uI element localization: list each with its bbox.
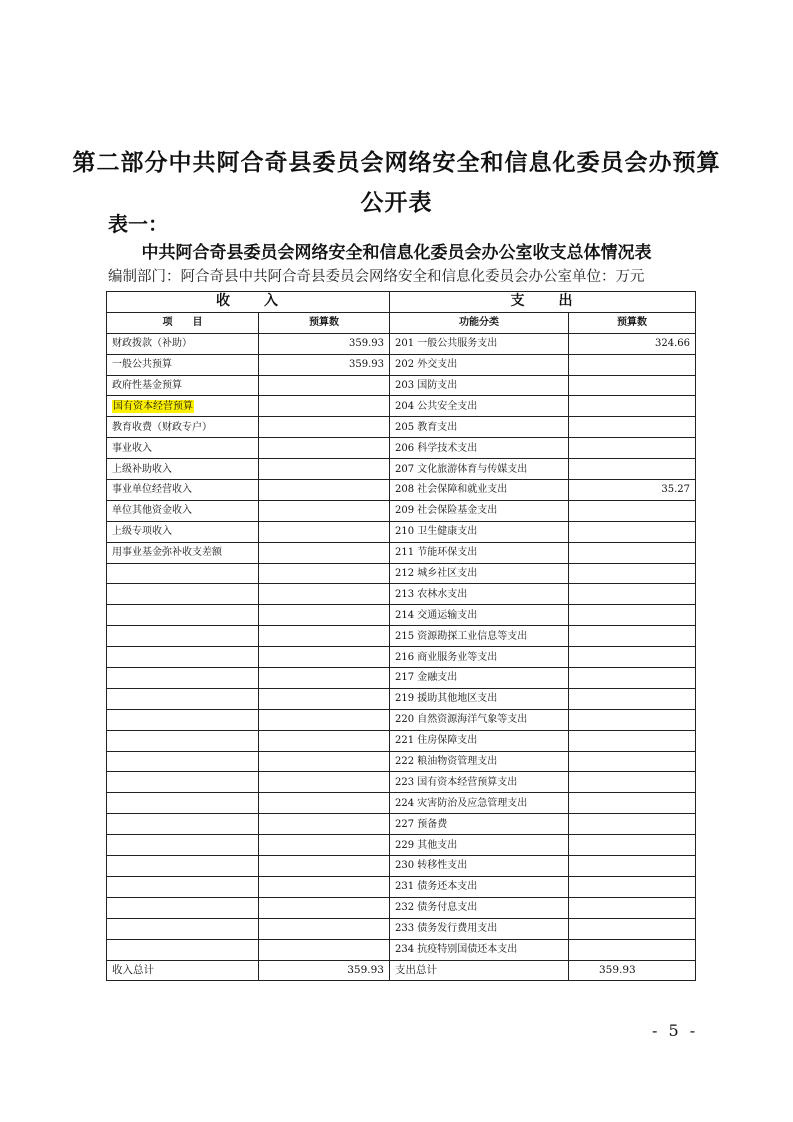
table-row	[107, 584, 696, 605]
expense-value-cell	[569, 918, 696, 939]
income-item-cell	[107, 814, 259, 835]
income-value-cell	[259, 459, 390, 480]
income-value-cell	[259, 647, 390, 668]
expense-item-cell: 201 一般公共服务支出	[390, 333, 569, 354]
income-value-cell	[259, 772, 390, 793]
income-value-cell	[259, 438, 390, 459]
income-item-cell	[107, 835, 259, 856]
income-item-cell	[107, 730, 259, 751]
income-value-cell	[259, 918, 390, 939]
expense-value-cell	[569, 856, 696, 877]
table-row	[107, 375, 696, 396]
income-value-cell	[259, 668, 390, 689]
expense-value-cell	[569, 835, 696, 856]
income-value-cell	[259, 688, 390, 709]
income-item-cell	[107, 876, 259, 897]
table-row	[107, 396, 696, 417]
income-item-cell: 教育收费（财政专户）	[107, 417, 259, 438]
expense-total-label: 支出总计	[390, 960, 569, 981]
expense-item-cell: 202 外交支出	[390, 354, 569, 375]
income-value-cell	[259, 897, 390, 918]
expense-value-cell	[569, 500, 696, 521]
income-item-cell: 财政拨款（补助）	[107, 333, 259, 354]
header-row-main	[107, 292, 696, 313]
table-row	[107, 647, 696, 668]
expense-value-cell	[569, 521, 696, 542]
income-item-cell: 事业单位经营收入	[107, 480, 259, 501]
expense-item-cell: 212 城乡社区支出	[390, 563, 569, 584]
income-value-cell	[259, 605, 390, 626]
table-row	[107, 459, 696, 480]
item-header: 项 目	[107, 312, 259, 333]
table-row	[107, 751, 696, 772]
func-class-header: 功能分类	[390, 312, 569, 333]
budget-num-header: 预算数	[259, 312, 390, 333]
income-item-cell	[107, 709, 259, 730]
expense-value-cell	[569, 939, 696, 960]
expense-item-cell: 213 农林水支出	[390, 584, 569, 605]
table-row	[107, 688, 696, 709]
table-title: 中共阿合奇县委员会网络安全和信息化委员会办公室收支总体情况表	[141, 243, 652, 263]
expense-value-cell	[569, 605, 696, 626]
income-item-cell	[107, 793, 259, 814]
income-item-cell	[107, 584, 259, 605]
expense-value-cell	[569, 668, 696, 689]
expense-value-cell	[569, 459, 696, 480]
table-row	[107, 814, 696, 835]
department-line: 编制部门：阿合奇县中共阿合奇县委员会网络安全和信息化委员会办公室单位：万元	[108, 269, 645, 285]
expense-item-cell: 215 资源勘探工业信息等支出	[390, 626, 569, 647]
table-row	[107, 876, 696, 897]
expense-value-cell	[569, 438, 696, 459]
expense-value-cell	[569, 709, 696, 730]
expense-item-cell: 208 社会保障和就业支出	[390, 480, 569, 501]
income-item-cell: 事业收入	[107, 438, 259, 459]
table-row	[107, 730, 696, 751]
expense-value-cell	[569, 417, 696, 438]
expense-value-cell	[569, 751, 696, 772]
table-row	[107, 856, 696, 877]
income-item-cell	[107, 939, 259, 960]
expense-item-cell: 206 科学技术支出	[390, 438, 569, 459]
expense-value-cell: 324.66	[569, 333, 696, 354]
expense-item-cell: 231 债务还本支出	[390, 876, 569, 897]
income-value-cell	[259, 793, 390, 814]
table-row	[107, 480, 696, 501]
expense-item-cell: 219 援助其他地区支出	[390, 688, 569, 709]
expense-value-cell	[569, 814, 696, 835]
highlighted-text: 国有资本经营预算	[113, 400, 193, 412]
income-value-cell: 359.93	[259, 333, 390, 354]
budget-table-body	[107, 292, 696, 981]
expense-total-value: 359.93	[569, 960, 696, 981]
budget-num2-header: 预算数	[569, 312, 696, 333]
income-item-cell: 用事业基金弥补收支差额	[107, 542, 259, 563]
income-value-cell	[259, 563, 390, 584]
income-value-cell	[259, 939, 390, 960]
income-item-cell	[107, 563, 259, 584]
income-item-cell	[107, 918, 259, 939]
expense-value-cell	[569, 647, 696, 668]
expense-item-cell: 217 金融支出	[390, 668, 569, 689]
expense-value-cell	[569, 897, 696, 918]
expense-value-cell	[569, 563, 696, 584]
table-row	[107, 500, 696, 521]
expense-item-cell: 233 债务发行费用支出	[390, 918, 569, 939]
expense-value-cell	[569, 584, 696, 605]
income-value-cell	[259, 730, 390, 751]
header-row-sub	[107, 312, 696, 333]
table-row	[107, 939, 696, 960]
income-item-cell	[107, 605, 259, 626]
income-item-cell: 政府性基金预算	[107, 375, 259, 396]
expense-item-cell: 222 粮油物资管理支出	[390, 751, 569, 772]
income-value-cell	[259, 396, 390, 417]
expense-item-cell: 221 住房保障支出	[390, 730, 569, 751]
income-item-cell	[107, 668, 259, 689]
table-row	[107, 835, 696, 856]
expense-value-cell	[569, 772, 696, 793]
income-header: 收 入	[107, 292, 390, 313]
income-value-cell	[259, 876, 390, 897]
expense-item-cell: 223 国有资本经营预算支出	[390, 772, 569, 793]
expense-item-cell: 211 节能环保支出	[390, 542, 569, 563]
expense-value-cell	[569, 542, 696, 563]
income-item-cell: 上级专项收入	[107, 521, 259, 542]
budget-table	[106, 291, 696, 981]
expense-item-cell: 203 国防支出	[390, 375, 569, 396]
income-item-cell	[107, 396, 259, 417]
page-title-line2: 公开表	[360, 190, 433, 216]
income-item-cell: 单位其他资金收入	[107, 500, 259, 521]
income-item-cell: 上级补助收入	[107, 459, 259, 480]
expense-item-cell: 205 教育支出	[390, 417, 569, 438]
expense-item-cell: 230 转移性支出	[390, 856, 569, 877]
income-value-cell	[259, 709, 390, 730]
table-row	[107, 793, 696, 814]
table-row	[107, 626, 696, 647]
income-value-cell	[259, 584, 390, 605]
expense-value-cell	[569, 876, 696, 897]
income-value-cell	[259, 521, 390, 542]
expense-item-cell: 234 抗疫特别国债还本支出	[390, 939, 569, 960]
table-row	[107, 918, 696, 939]
expense-value-cell	[569, 626, 696, 647]
table-row	[107, 709, 696, 730]
expense-value-cell	[569, 730, 696, 751]
expense-item-cell: 216 商业服务业等支出	[390, 647, 569, 668]
expense-item-cell: 220 自然资源海洋气象等支出	[390, 709, 569, 730]
table-row	[107, 668, 696, 689]
income-item-cell	[107, 856, 259, 877]
income-value-cell	[259, 751, 390, 772]
expense-item-cell: 232 债务付息支出	[390, 897, 569, 918]
expense-value-cell	[569, 375, 696, 396]
table-row	[107, 542, 696, 563]
page-number: - 5 -	[652, 1021, 699, 1040]
expense-value-cell	[569, 793, 696, 814]
income-value-cell	[259, 814, 390, 835]
page-title-line1: 第二部分中共阿合奇县委员会网络安全和信息化委员会办预算	[72, 150, 721, 176]
income-value-cell	[259, 417, 390, 438]
section-label: 表一：	[108, 212, 168, 236]
income-value-cell	[259, 542, 390, 563]
income-value-cell: 359.93	[259, 354, 390, 375]
table-row	[107, 897, 696, 918]
income-item-cell	[107, 897, 259, 918]
expense-item-cell: 229 其他支出	[390, 835, 569, 856]
income-value-cell	[259, 626, 390, 647]
table-row	[107, 417, 696, 438]
expense-item-cell: 204 公共安全支出	[390, 396, 569, 417]
income-item-cell	[107, 751, 259, 772]
income-total-label: 收入总计	[107, 960, 259, 981]
table-row	[107, 333, 696, 354]
expense-item-cell: 214 交通运输支出	[390, 605, 569, 626]
income-value-cell	[259, 375, 390, 396]
table-row	[107, 563, 696, 584]
expense-item-cell: 207 文化旅游体育与传媒支出	[390, 459, 569, 480]
totals-row	[107, 960, 696, 981]
expense-item-cell: 224 灾害防治及应急管理支出	[390, 793, 569, 814]
income-item-cell	[107, 688, 259, 709]
expense-item-cell: 209 社会保险基金支出	[390, 500, 569, 521]
table-row	[107, 521, 696, 542]
expense-item-cell: 210 卫生健康支出	[390, 521, 569, 542]
expense-value-cell	[569, 688, 696, 709]
expense-value-cell	[569, 354, 696, 375]
table-row	[107, 605, 696, 626]
income-value-cell	[259, 500, 390, 521]
income-item-cell	[107, 647, 259, 668]
expense-value-cell	[569, 396, 696, 417]
income-total-value: 359.93	[259, 960, 390, 981]
expense-value-cell: 35.27	[569, 480, 696, 501]
income-item-cell	[107, 626, 259, 647]
table-row	[107, 772, 696, 793]
income-item-cell	[107, 772, 259, 793]
income-item-cell: 一般公共预算	[107, 354, 259, 375]
income-value-cell	[259, 856, 390, 877]
expense-item-cell: 227 预备费	[390, 814, 569, 835]
expense-header: 支 出	[390, 292, 696, 313]
table-row	[107, 354, 696, 375]
table-row	[107, 438, 696, 459]
income-value-cell	[259, 480, 390, 501]
income-value-cell	[259, 835, 390, 856]
